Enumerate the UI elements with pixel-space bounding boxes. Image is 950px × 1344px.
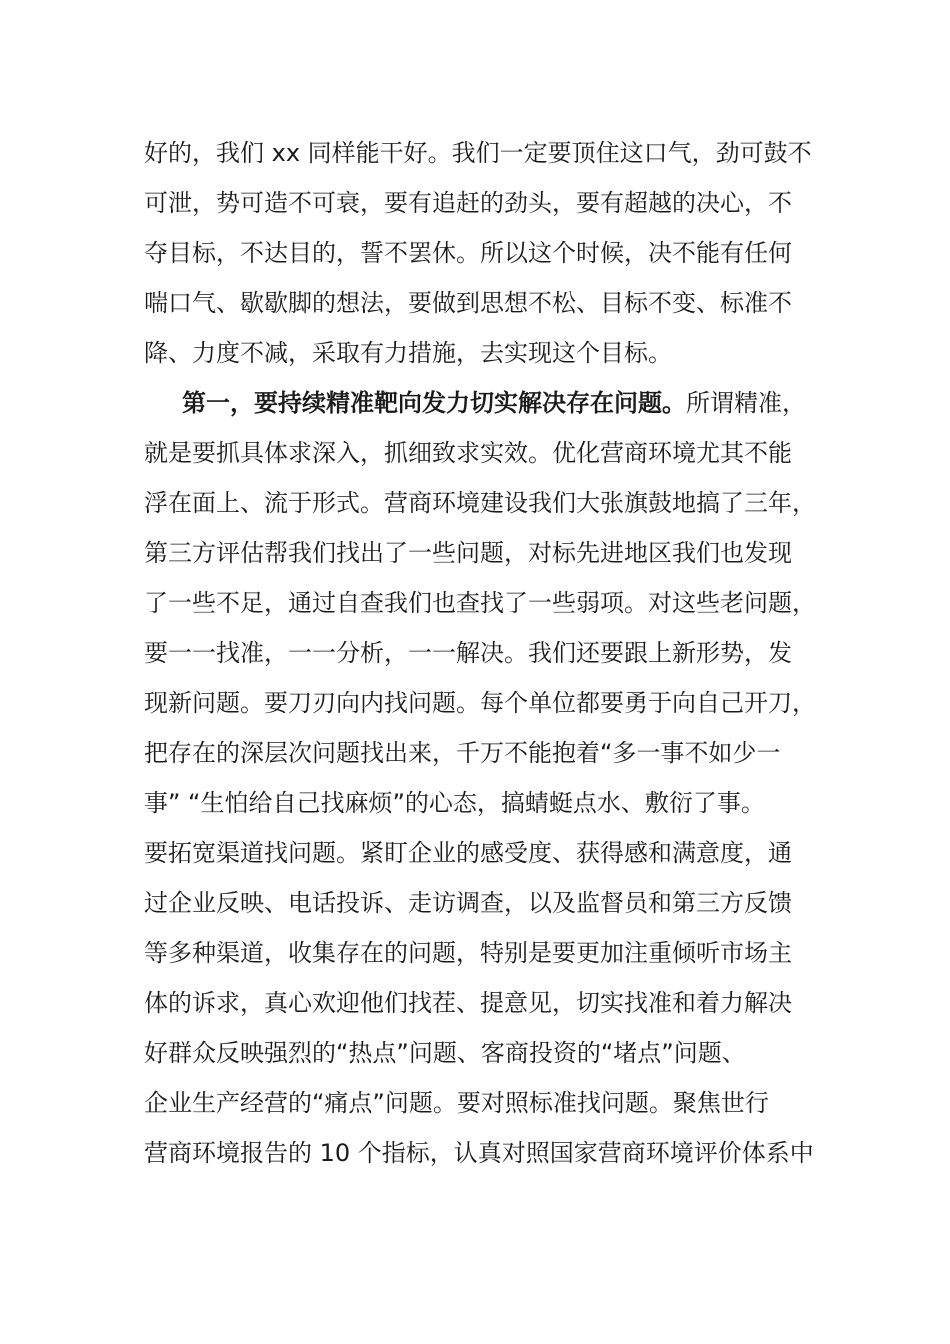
paragraph-2-line-3: 浮在面上、流于形式。营商环境建设我们大张旗鼓地搞了三年， (144, 489, 816, 517)
paragraph-2-line-14: 好群众反映强烈的“热点”问题、客商投资的“堵点”问题、 (144, 1039, 746, 1067)
section-heading: 第一，要持续精准靶向发力切实解决存在问题。 (182, 389, 686, 417)
paragraph-2-line-5: 了一些不足，通过自查我们也查找了一些弱项。对这些老问题， (144, 589, 816, 617)
paragraph-1-line-1: 好的，我们 xx 同样能干好。我们一定要顶住这口气，劲可鼓不 (144, 139, 812, 167)
paragraph-2-line-4: 第三方评估帮我们找出了一些问题，对标先进地区我们也发现 (144, 539, 792, 567)
paragraph-2-line-1-rest: 所谓精准， (686, 389, 806, 417)
paragraph-2-line-10: 要拓宽渠道找问题。紧盯企业的感受度、获得感和满意度，通 (144, 839, 792, 867)
paragraph-2-line-8: 把存在的深层次问题找出来，千万不能抱着“多一事不如少一 (144, 739, 781, 767)
paragraph-1-line-2: 可泄，势可造不可衰，要有追赶的劲头，要有超越的决心，不 (144, 189, 792, 217)
paragraph-2-line-2: 就是要抓具体求深入，抓细致求实效。优化营商环境尤其不能 (144, 439, 792, 467)
paragraph-2-line-16: 营商环境报告的 10 个指标，认真对照国家营商环境评价体系中 (144, 1139, 814, 1167)
paragraph-2-line-1 (144, 378, 824, 428)
paragraph-1-line-3: 夺目标，不达目的，誓不罢休。所以这个时候，决不能有任何 (144, 239, 792, 267)
paragraph-1-line-4: 喘口气、歇歇脚的想法，要做到思想不松、目标不变、标准不 (144, 289, 792, 317)
paragraph-2-line-12: 等多种渠道，收集存在的问题，特别是要更加注重倾听市场主 (144, 939, 792, 967)
paragraph-2-line-11: 过企业反映、电话投诉、走访调查，以及监督员和第三方反馈 (144, 889, 792, 917)
body-text (144, 128, 824, 1178)
paragraph-2-line-6: 要一一找准，一一分析，一一解决。我们还要跟上新形势，发 (144, 639, 792, 667)
paragraph-2-line-9: 事” “生怕给自己找麻烦”的心态，搞蜻蜓点水、敷衍了事。 (144, 789, 765, 817)
paragraph-2-line-13: 体的诉求，真心欢迎他们找茬、提意见，切实找准和着力解决 (144, 989, 792, 1017)
paragraph-2-line-7: 现新问题。要刀刃向内找问题。每个单位都要勇于向自己开刀， (144, 689, 816, 717)
paragraph-1-line-5: 降、力度不减，采取有力措施，去实现这个目标。 (144, 339, 672, 367)
paragraph-2-line-15: 企业生产经营的“痛点”问题。要对照标准找问题。聚焦世行 (144, 1089, 769, 1117)
